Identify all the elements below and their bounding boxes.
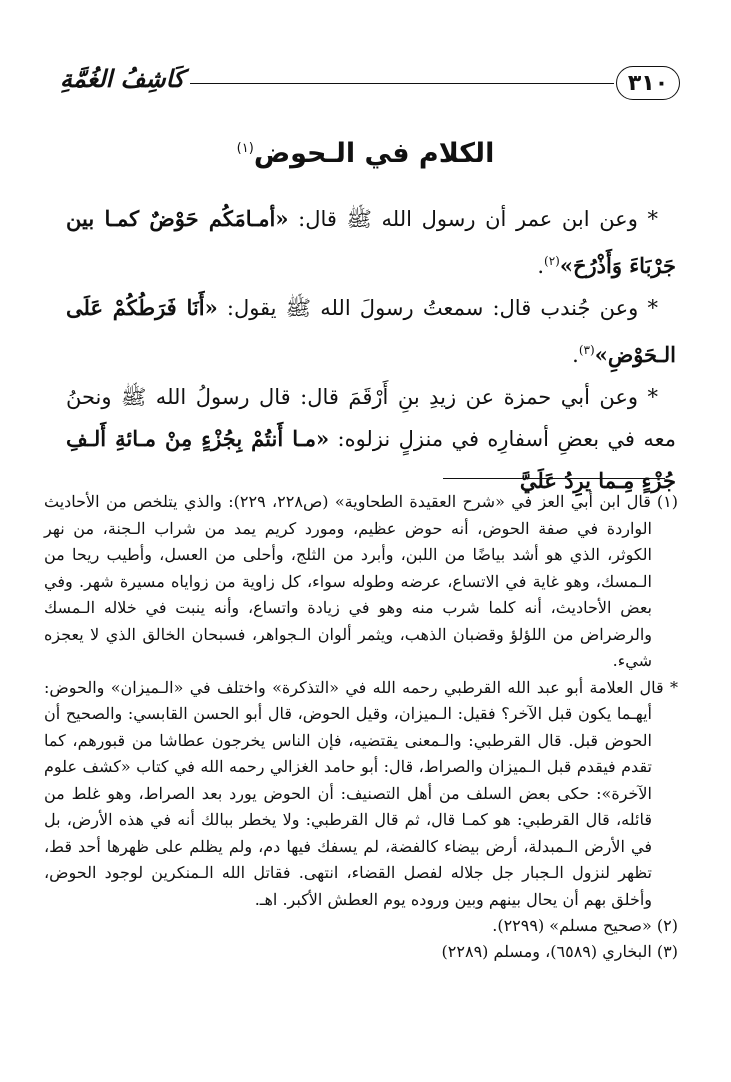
footnote-1-continuation: * قال العلامة أبو عبد الله القرطبي رحمه الله في «التذكرة» واختلف في «الـميزان» والحوض: أيهـما يكون قبل الآخر؟ فقيل: الـميزان، وقيل الحوض، قال أبو الحسن القابسي: والصحيح أن الحوض قبل. قال القرطبي: والـمعنى يقتضيه، فإن الناس يخرجون عطاشا من قبورهم، كما تقدم فيقدم قبل الـميزان والصراط، قال: أبو حامد الغزالي رحمه الله في كتاب «كشف علوم الآخرة»: حكى بعض السلف من أهل التصنيف: أن الحوض يورد بعد الصراط، وهو غلط من قائله، قال القرطبي: هو كمـا قال، ثم قال القرطبي: ولا يخطر ببالك أنه في هذه الأرض، بل في الأرض الـمبدلة، أرض بيضاء كالفضة، لم يسفك فيها دم، ولم يظلم على ظهرها أحد قط، تظهر لنزول الـجبار جل جلاله لفصل القضاء، انتهى. فقاتل الله الـمنكرين لوجود الحوض، وأخلق بهم أن يحال بينهم وبين وروده يوم العطش الأكبر. اهـ.: [44, 677, 678, 909]
book-title: كَاشِفُ الغُمَّةِ: [60, 64, 185, 93]
hadith-paragraph: * وعن أبي حمزة عن زيدِ بنِ أَرْقَمَ قال: قال رسولُ الله ﷺ ونحنُ معه في بعضِ أسفارِه في منزلٍ نزلوه: «مـا أَنتُمْ بِجُزْءٍ مِنْ مـائةِ أَلـفِ جُزْءٍ مِـما يرِدُ عَلَيَّ: [66, 385, 676, 493]
footnote-2: (٢) «صحيح مسلم» (٢٢٩٩).: [492, 916, 678, 935]
footnotes: [44, 489, 678, 965]
main-text: [66, 198, 676, 502]
hadith-quote: «أمـامَكُم حَوْضٌ كمـا بين جَرْبَاءَ وَأَذْرُحَ»: [66, 206, 676, 278]
page-header: [60, 64, 680, 108]
footnote-ref: (٣): [578, 343, 595, 357]
footnote-separator: [443, 478, 665, 479]
footnote-1: (١)قال ابن أبي العز في «شرح العقيدة الطحاوية» (ص٢٢٨، ٢٢٩): والذي يتلخص من الأحاديث الواردة في صفة الحوض، أنه حوض عظيم، ومورد كريم يمد من شراب الـجنة، من نهر الكوثر، الذي هو أشد بياضًا من اللبن، وأبرد من الثلج، وأحلى من العسل، وأطيب ريحا من الـمسك، وهو غاية في الاتساع، عرضه وطوله سواء، كل زاوية من زواياه مسيرة شهر. وفي بعض الأحاديث، أنه كلما شرب منه وهو في زيادة واتساع، وأنه ينبت في خلاله الـمسك والرضراض من اللؤلؤ وقضبان الذهب، ويثمر ألوان الـجواهر، فسبحان الخالق الذي لا يعجزه شيء.: [44, 492, 679, 670]
header-rule: [190, 83, 614, 84]
page-number: ٣١٠: [616, 66, 680, 100]
hadith-paragraph: * وعن ابن عمر أن رسول الله ﷺ قال: «أمـامَكُم حَوْضٌ كمـا بين جَرْبَاءَ وَأَذْرُحَ»$^{(٢)}$.: [66, 206, 676, 278]
hadith-paragraph: * وعن جُندب قال: سمعتُ رسولَ الله ﷺ يقول: «أَنَا فَرَطُكُمْ عَلَى الـحَوْضِ»$^{(٣)}$.: [66, 295, 676, 367]
hadith-quote: «أَنَا فَرَطُكُمْ عَلَى الـحَوْضِ»: [66, 295, 676, 367]
chapter-footnote-ref: (١): [236, 141, 254, 156]
footnote-3: (٣) البخاري (٦٥٨٩)، ومسلم (٢٢٨٩): [441, 942, 678, 961]
chapter-title: [0, 138, 731, 169]
hadith-quote: «مـا أَنتُمْ بِجُزْءٍ مِنْ مـائةِ أَلـفِ جُزْءٍ مِـما يرِدُ عَلَيَّ: [66, 426, 676, 493]
footnote-ref: (٢): [544, 254, 560, 268]
chapter-title-text: الكلام في الـحوض: [253, 138, 495, 169]
